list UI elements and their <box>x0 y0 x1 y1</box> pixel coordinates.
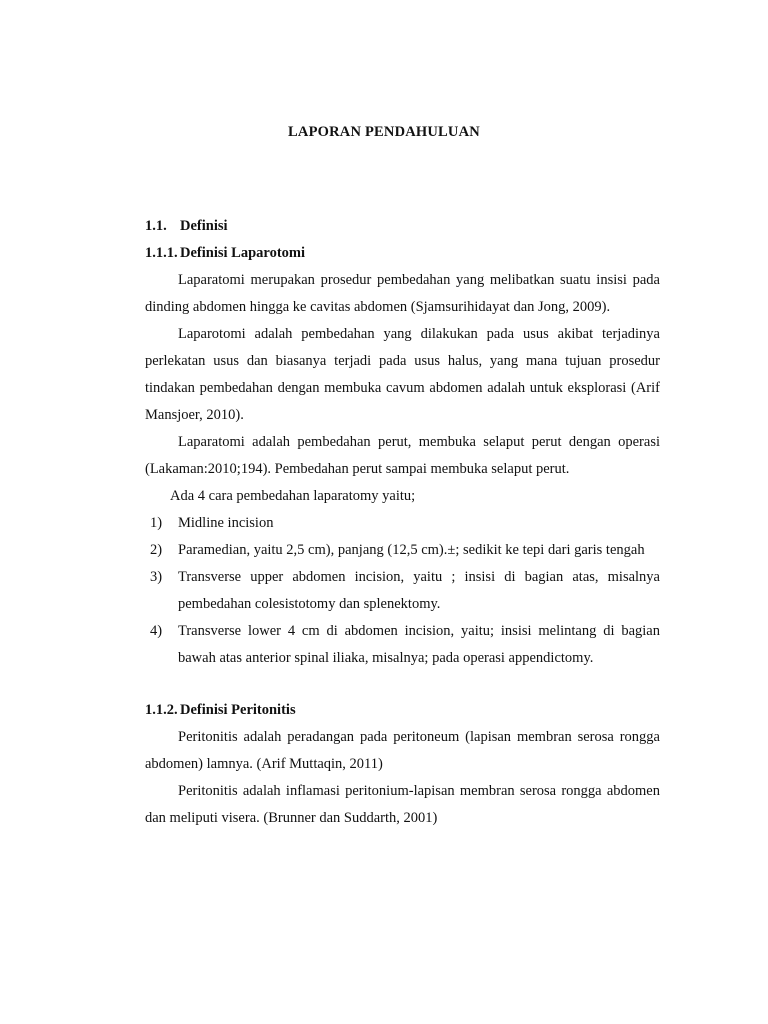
list-item-text: pembedahan colesistotomy dan splenektomy. <box>178 596 441 612</box>
paragraph-line: Ada 4 cara pembedahan laparatomy yaitu; <box>170 488 416 504</box>
list-item-text: Midline incision <box>178 515 274 531</box>
paragraph-line: Mansjoer, 2010). <box>145 407 244 423</box>
paragraph-line: abdomen) lamnya. (Arif Muttaqin, 2011) <box>145 756 383 772</box>
paragraph-line: tindakan pembedahan dengan membuka cavum abdomen adalah untuk eksplorasi (Arif <box>145 380 660 396</box>
paragraph-line: (Lakaman:2010;194). Pembedahan perut sampai membuka selaput perut. <box>145 461 570 477</box>
paragraph-line: dan meliputi visera. (Brunner dan Suddarth, 2001) <box>145 810 438 826</box>
list-item-text: Paramedian, yaitu 2,5 cm), panjang (12,5 cm).±; sedikit ke tepi dari garis tengah <box>178 542 645 558</box>
subsection-title: Definisi Peritonitis <box>180 702 296 718</box>
list-marker: 1) <box>150 515 163 531</box>
section-number: 1.1. <box>145 218 167 234</box>
subsection-heading-laparotomi <box>145 243 660 263</box>
paragraph-line: Peritonitis adalah inflamasi peritonium-lapisan membran serosa rongga abdomen <box>178 783 660 799</box>
subsection-number: 1.1.2. <box>145 702 178 718</box>
subsection-number: 1.1.1. <box>145 245 178 261</box>
section-title: Definisi <box>180 218 228 234</box>
list-marker: 2) <box>150 542 163 558</box>
paragraph-line: perlekatan usus dan biasanya terjadi pada usus halus, yang mana tujuan prosedur <box>145 353 660 369</box>
list-item-text: Transverse lower 4 cm di abdomen incision, yaitu; insisi melintang di bagian <box>178 623 660 639</box>
list-marker: 3) <box>150 569 163 585</box>
section-heading <box>145 216 660 236</box>
subsection-heading-peritonitis <box>145 700 660 720</box>
paragraph-line: dinding abdomen hingga ke cavitas abdomen (Sjamsurihidayat dan Jong, 2009). <box>145 299 611 315</box>
list-marker: 4) <box>150 623 163 639</box>
paragraph-line: Laparatomi adalah pembedahan perut, membuka selaput perut dengan operasi <box>178 434 660 450</box>
paragraph-line: Laparatomi merupakan prosedur pembedahan yang melibatkan suatu insisi pada <box>178 272 660 288</box>
subsection-title: Definisi Laparotomi <box>180 245 305 261</box>
paragraph-line: Peritonitis adalah peradangan pada peritoneum (lapisan membran serosa rongga <box>178 729 660 745</box>
list-item-text: Transverse upper abdomen incision, yaitu ; insisi di bagian atas, misalnya <box>178 569 660 585</box>
list-item-text: bawah atas anterior spinal iliaka, misalnya; pada operasi appendictomy. <box>178 650 594 666</box>
paragraph-line: Laparotomi adalah pembedahan yang dilakukan pada usus akibat terjadinya <box>178 326 660 342</box>
document-title: LAPORAN PENDAHULUAN <box>288 124 480 140</box>
